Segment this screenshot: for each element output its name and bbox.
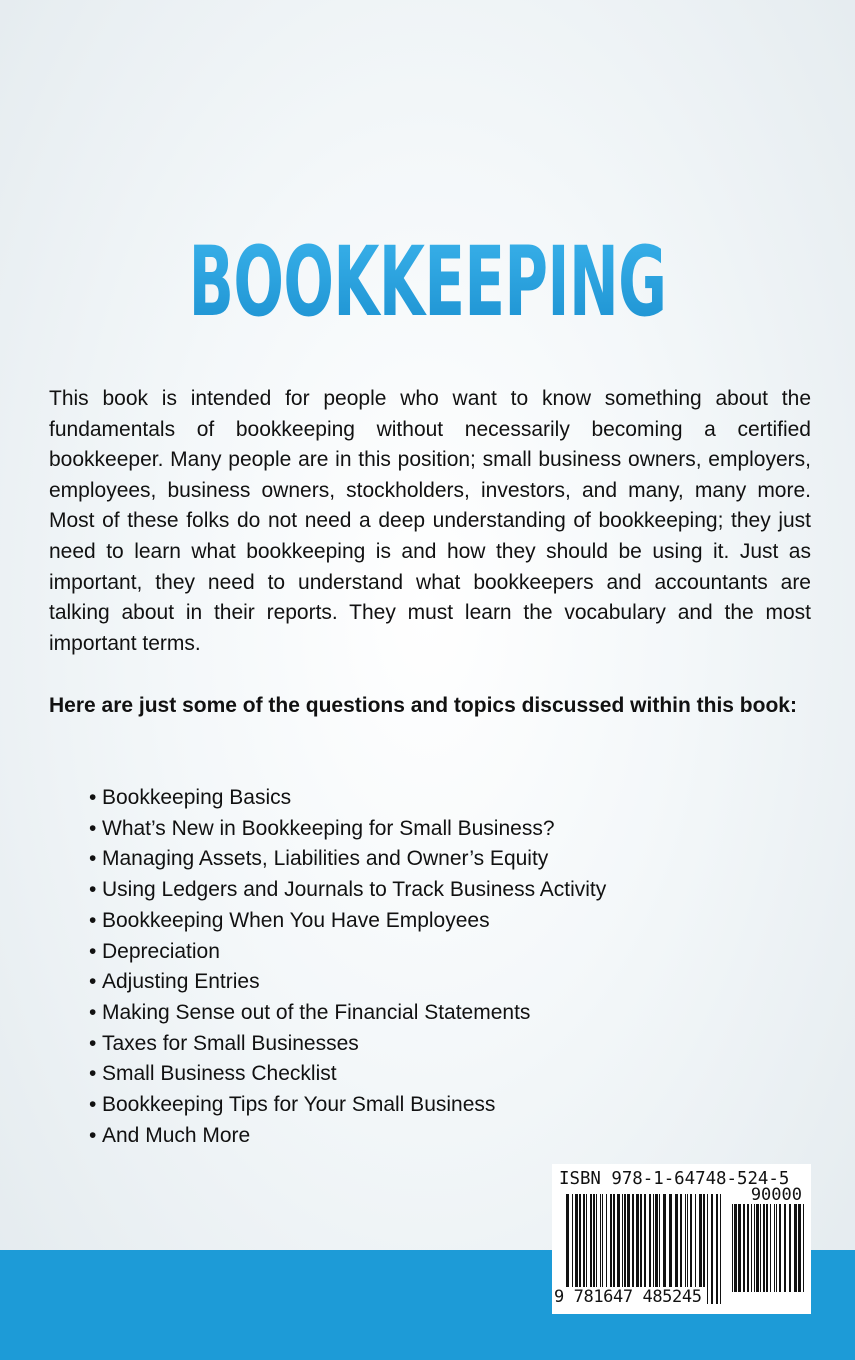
barcode-bar [707,1194,708,1304]
barcode-bar [776,1204,777,1292]
topic-item: • Bookkeeping Basics [89,783,606,814]
barcode-digits: 9 781647 485245 [554,1287,705,1307]
topic-item: • Using Ledgers and Journals to Track Business Activity [89,875,606,906]
barcode-bar [763,1204,765,1292]
topic-item: • Taxes for Small Businesses [89,1029,606,1060]
barcode-bar [766,1204,768,1292]
barcode-bar [760,1204,761,1292]
topic-item: • Managing Assets, Liabilities and Owner’s Equity [89,844,606,875]
topic-item: • Bookkeeping When You Have Employees [89,906,606,937]
topic-item: • Depreciation [89,937,606,968]
barcode-bar [732,1204,733,1292]
barcode-bar [734,1204,737,1292]
topic-item: • Bookkeeping Tips for Your Small Business [89,1090,606,1121]
topic-item: • What’s New in Bookkeeping for Small Business? [89,814,606,845]
barcode-bar [770,1204,771,1292]
book-description: This book is intended for people who want to know something about the fundamentals of bookkeeping without necessarily becoming a certified bookkeeper. Many people are in this position; small business owners, employers, employees, business owners, stockholders, investors, and many, many more. Most of these folks do not need a deep understanding of bookkeeping; they just need to learn what bookkeeping is and how they should be using it. Just as important, they need to understand what bookkeepers and accountants are talking about in their reports. They must learn the vocabulary and the most important terms. [49,387,811,655]
barcode-bar [756,1204,759,1292]
barcode-bar [751,1204,752,1292]
barcode-bar [711,1194,713,1304]
barcode-bar [738,1204,741,1292]
barcode-bar [716,1194,718,1304]
book-title: BOOKKEEPING [162,222,692,342]
barcode-bar [794,1204,797,1292]
barcode-bar [798,1204,801,1292]
barcode-bar [720,1194,721,1304]
barcode-bar [747,1204,749,1292]
barcode-bar [789,1204,791,1292]
topics-list [89,783,606,1151]
barcode-bar [784,1204,786,1292]
barcode-bar [779,1204,781,1292]
topic-item: • And Much More [89,1121,606,1152]
barcode-bar [743,1204,745,1292]
topic-item: • Adjusting Entries [89,967,606,998]
topic-item: • Small Business Checklist [89,1059,606,1090]
isbn-barcode-box [552,1164,811,1314]
barcode-bar [803,1204,804,1292]
barcode-bar [774,1204,775,1292]
isbn-label: ISBN 978-1-64748-524-5 [559,1169,790,1189]
topics-intro: Here are just some of the questions and topics discussed within this book: [49,694,797,717]
price-code: 90000 [750,1185,802,1205]
barcode-bar [754,1204,755,1292]
topic-item: • Making Sense out of the Financial Statements [89,998,606,1029]
